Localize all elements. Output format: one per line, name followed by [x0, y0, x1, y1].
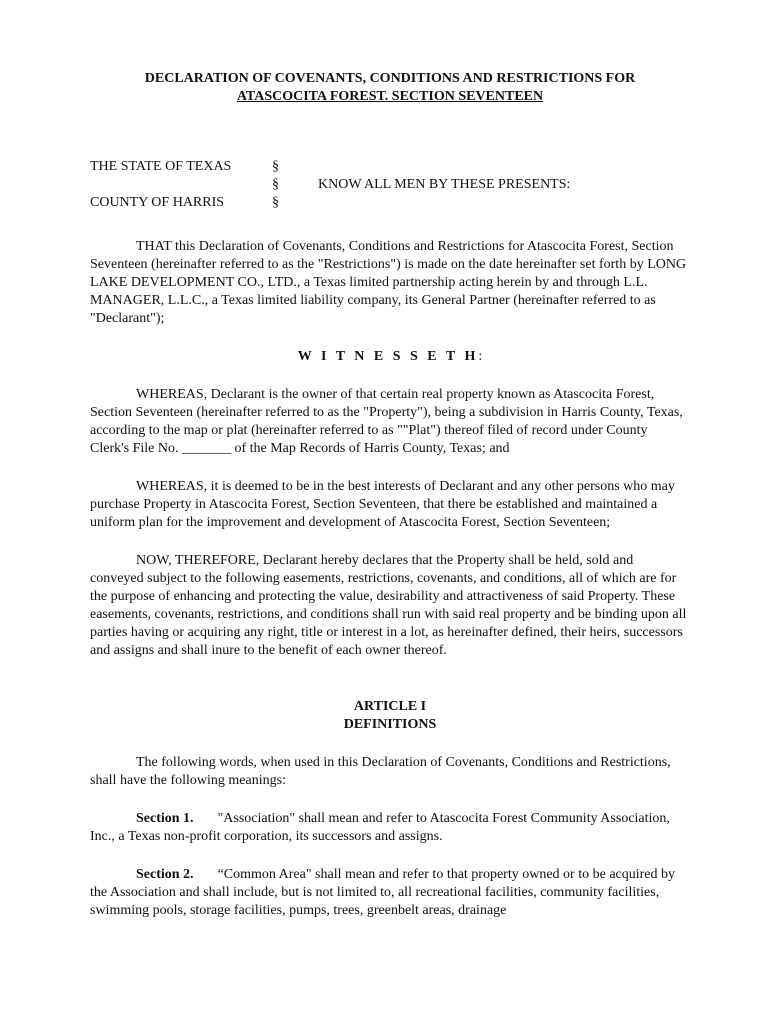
- section-2-label: Section 2.: [136, 867, 194, 882]
- whereas-paragraph-1: WHEREAS, Declarant is the owner of that certain real property known as Atascocita Forest, Section Seventeen (hereinafter referred to as the "Property"), being a subdivision in Harris County, Texas, according to the map or plat (hereinafter referred to as ""Plat") thereof filed of record under County Clerk's File No. _______ of the Map Records of Harris County, Texas; and: [90, 387, 683, 456]
- whereas-paragraph-2: WHEREAS, it is deemed to be in the best interests of Declarant and any other persons who may purchase Property in Atascocita Forest, Section Seventeen, that there be established and maintained a uniform plan for the improvement and development of Atascocita Forest, Section Seventeen;: [90, 479, 675, 530]
- caption-know-all: KNOW ALL MEN BY THESE PRESENTS:: [318, 177, 571, 192]
- section-1-text: "Association" shall mean and refer to Atascocita Forest Community Association, Inc., a Texas non-profit corporation, its successors and assigns.: [90, 811, 670, 844]
- section-symbol: §: [272, 177, 279, 192]
- section-2: [90, 866, 690, 920]
- article-name: DEFINITIONS: [343, 717, 437, 732]
- title-line-2: ATASCOCITA FOREST. SECTION SEVENTEEN: [236, 89, 544, 104]
- section-1: [90, 810, 690, 846]
- now-therefore-paragraph: NOW, THEREFORE, Declarant hereby declares that the Property shall be held, sold and conveyed subject to the following easements, restrictions, covenants, and conditions, all of which are for the purpose of enhancing and protecting the value, desirability and attractiveness of said Property. These easements, covenants, restrictions, and conditions shall run with said real property and be binding upon all parties having or acquiring any right, title or interest in a lot, as hereinafter defined, their heirs, successors and assigns and shall inure to the benefit of each owner thereof.: [90, 553, 687, 658]
- article-number: ARTICLE I: [353, 699, 427, 714]
- definitions-intro: The following words, when used in this Declaration of Covenants, Conditions and Restrictions, shall have the following meanings:: [90, 755, 671, 788]
- section-symbol: §: [272, 195, 279, 210]
- caption-county: COUNTY OF HARRIS: [90, 195, 225, 210]
- witnesseth-heading: [90, 348, 690, 366]
- witnesseth-colon: :: [478, 349, 483, 364]
- witnesseth-text: W I T N E S S E T H: [297, 349, 479, 364]
- document-page: [90, 70, 690, 920]
- intro-paragraph: THAT this Declaration of Covenants, Conditions and Restrictions for Atascocita Forest, Section Seventeen (hereinafter referred to as the "Restrictions") is made on the date hereinafter set forth by LONG LAKE DEVELOPMENT CO., LTD., a Texas limited partnership acting herein by and through L.L. MANAGER, L.L.C., a Texas limited liability company, its General Partner (hereinafter referred to as "Declarant");: [90, 239, 687, 326]
- section-2-text: “Common Area" shall mean and refer to that property owned or to be acquired by the Association and shall include, but is not limited to, all recreational facilities, community facilities, swimming pools, storage facilities, pumps, trees, greenbelt areas, drainage: [90, 867, 676, 918]
- caption-state: THE STATE OF TEXAS: [90, 159, 232, 174]
- title-line-1: DECLARATION OF COVENANTS, CONDITIONS AND RESTRICTIONS FOR: [144, 71, 636, 86]
- document-title: [90, 70, 690, 106]
- section-1-label: Section 1.: [136, 811, 194, 826]
- section-symbol: §: [272, 159, 279, 174]
- venue-caption: [90, 158, 690, 212]
